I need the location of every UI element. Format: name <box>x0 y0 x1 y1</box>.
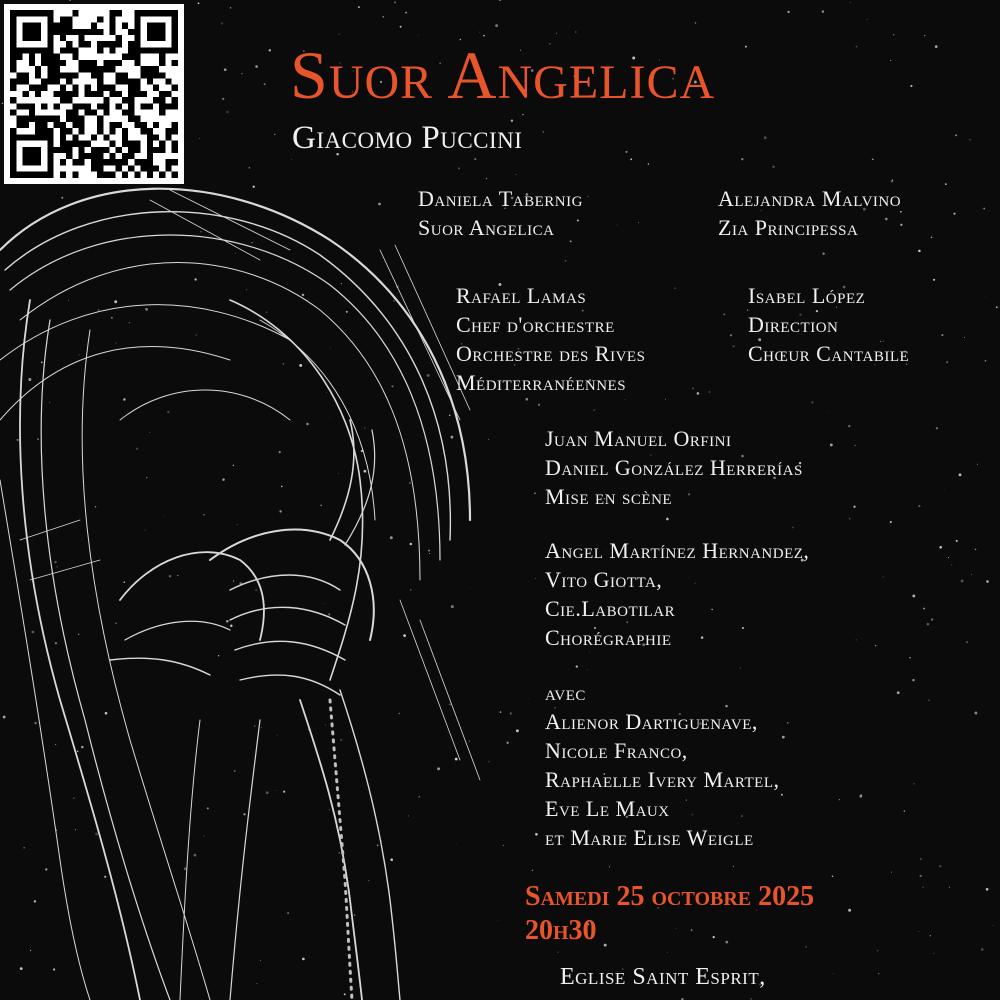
credit-line: Chœur Cantabile <box>748 341 910 366</box>
credit-line: Méditerranéennes <box>456 370 627 395</box>
singer-name: Daniela Tabernig <box>418 186 583 211</box>
singer-role: Suor Angelica <box>418 215 555 240</box>
credit-line: avec <box>545 680 586 705</box>
opera-title: Suor Angelica <box>290 37 716 113</box>
choir-credit <box>748 281 909 368</box>
staging-credit <box>545 424 803 511</box>
qr-code[interactable] <box>4 4 184 184</box>
credit-line: Raphaelle Ivery Martel, <box>545 767 780 792</box>
credit-line: Mise en scène <box>545 484 673 509</box>
credit-line: Rafael Lamas <box>456 283 587 308</box>
singer-role: Zia Principessa <box>718 215 859 240</box>
credit-line: et Marie Elise Weigle <box>545 825 754 850</box>
choreography-credit <box>545 536 809 652</box>
time-text: 20h30 <box>525 915 597 946</box>
venue-text: Eglise Saint Esprit, <box>560 964 766 990</box>
date-text: Samedi 25 octobre 2025 <box>525 881 815 912</box>
credit-line: Isabel López <box>748 283 866 308</box>
credit-line: Cie.Labotilar <box>545 596 676 621</box>
credit-line: Angel Martínez Hernandez, <box>545 538 810 563</box>
credit-line: Chorégraphie <box>545 625 672 650</box>
credit-line: Alienor Dartiguenave, <box>545 709 758 734</box>
composer-name: Giacomo Puccini <box>292 120 523 156</box>
performance-date <box>525 880 814 948</box>
credit-line: Juan Manuel Orfini <box>545 426 732 451</box>
credit-line: Daniel González Herrerías <box>545 455 803 480</box>
cast-zia-principessa <box>718 184 901 242</box>
singer-name: Alejandra Malvino <box>718 186 902 211</box>
credit-line: Vito Giotta, <box>545 567 663 592</box>
credit-line: Chef d'orchestre <box>456 312 615 337</box>
credit-line: Eve Le Maux <box>545 796 670 821</box>
with-credit <box>545 678 779 852</box>
credit-line: Nicole Franco, <box>545 738 688 763</box>
credit-line: Direction <box>748 312 839 337</box>
conductor-credit <box>456 281 645 397</box>
credit-line: Orchestre des Rives <box>456 341 646 366</box>
cast-suor-angelica <box>418 184 583 242</box>
